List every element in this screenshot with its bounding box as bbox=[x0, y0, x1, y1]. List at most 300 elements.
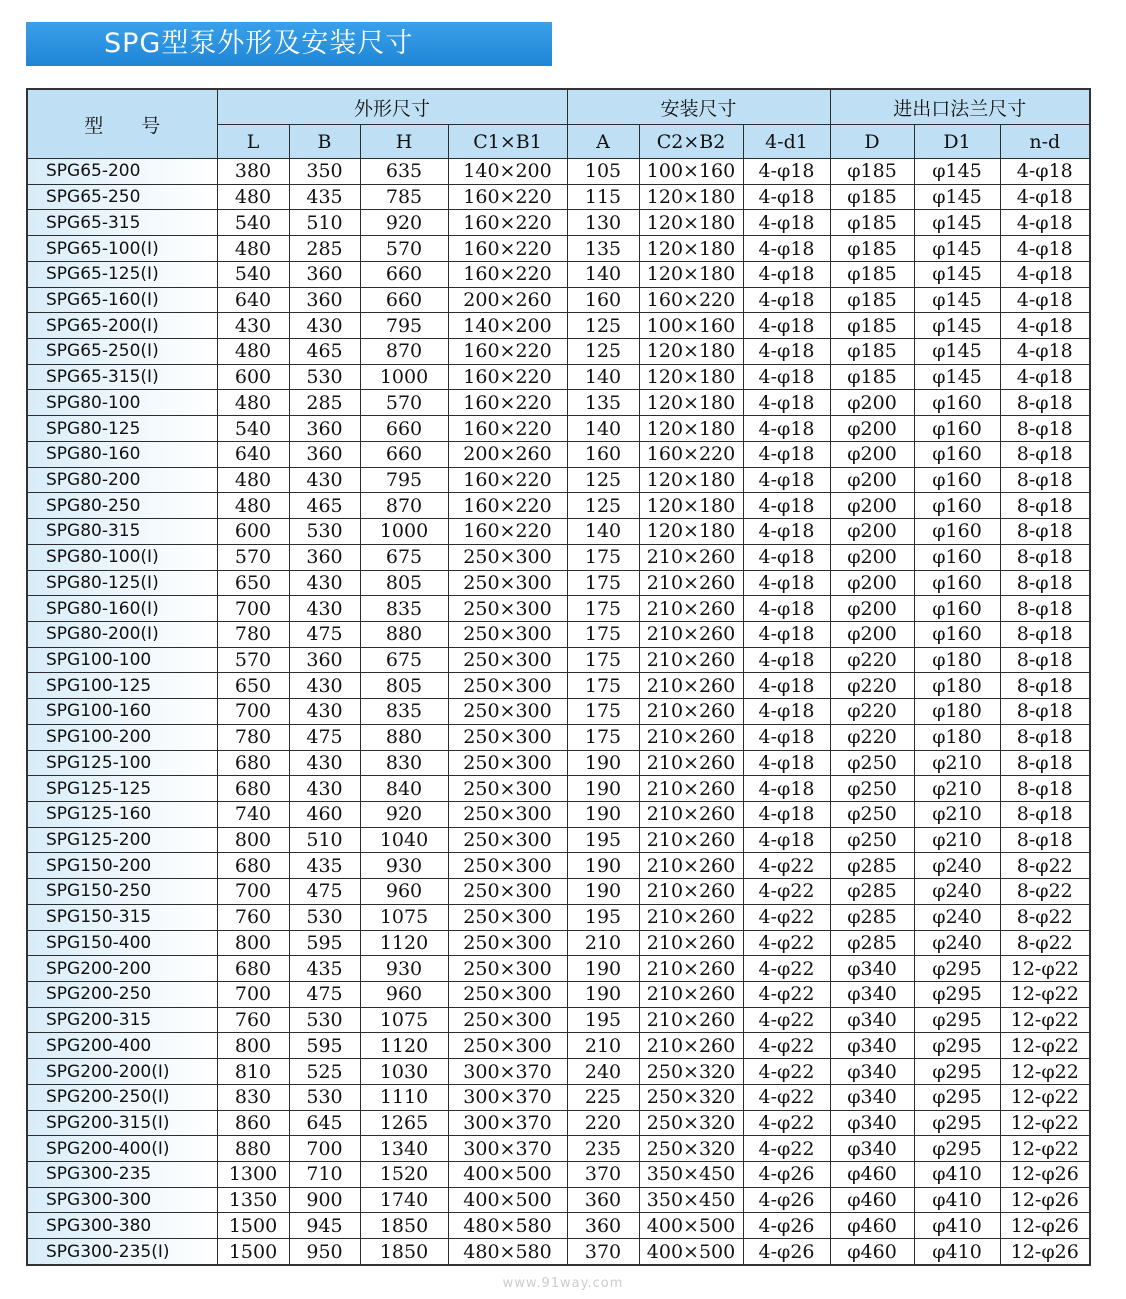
table-cell: φ210 bbox=[914, 827, 1000, 853]
table-cell: 160×220 bbox=[448, 184, 567, 210]
table-cell: 595 bbox=[289, 930, 360, 956]
table-cell: 160×220 bbox=[448, 261, 567, 287]
table-cell: 880 bbox=[360, 724, 448, 750]
table-cell: 360 bbox=[567, 1187, 639, 1213]
table-cell: φ200 bbox=[830, 416, 914, 442]
table-cell: 680 bbox=[217, 750, 289, 776]
table-cell: 650 bbox=[217, 673, 289, 699]
table-cell: 250×300 bbox=[448, 570, 567, 596]
table-cell: 1075 bbox=[360, 904, 448, 930]
table-cell: 12-φ22 bbox=[1000, 1084, 1090, 1110]
model-cell: SPG300-300 bbox=[27, 1187, 217, 1213]
table-cell: 465 bbox=[289, 339, 360, 365]
table-cell: φ180 bbox=[914, 724, 1000, 750]
table-cell: 430 bbox=[289, 699, 360, 725]
table-row bbox=[27, 493, 1090, 519]
table-cell: 250×300 bbox=[448, 1033, 567, 1059]
table-cell: 680 bbox=[217, 853, 289, 879]
table-row bbox=[27, 827, 1090, 853]
table-cell: φ145 bbox=[914, 159, 1000, 185]
table-cell: 160×220 bbox=[448, 519, 567, 545]
model-cell: SPG125-100 bbox=[27, 750, 217, 776]
table-cell: 4-φ26 bbox=[743, 1213, 830, 1239]
table-cell: 700 bbox=[217, 879, 289, 905]
table-row bbox=[27, 467, 1090, 493]
table-cell: 360 bbox=[289, 544, 360, 570]
table-cell: φ340 bbox=[830, 1136, 914, 1162]
table-row bbox=[27, 1059, 1090, 1085]
table-cell: φ220 bbox=[830, 724, 914, 750]
table-cell: 540 bbox=[217, 210, 289, 236]
table-cell: 930 bbox=[360, 853, 448, 879]
table-cell: 430 bbox=[289, 313, 360, 339]
table-cell: 4-φ18 bbox=[1000, 364, 1090, 390]
table-cell: 105 bbox=[567, 159, 639, 185]
table-cell: 120×180 bbox=[639, 210, 743, 236]
table-cell: 120×180 bbox=[639, 493, 743, 519]
table-cell: 700 bbox=[217, 596, 289, 622]
table-cell: 140×200 bbox=[448, 159, 567, 185]
table-cell: 640 bbox=[217, 441, 289, 467]
page-title: SPG型泵外形及安装尺寸 bbox=[26, 22, 552, 66]
table-cell: φ210 bbox=[914, 801, 1000, 827]
table-cell: 120×180 bbox=[639, 519, 743, 545]
table-cell: 400×500 bbox=[448, 1187, 567, 1213]
table-cell: φ295 bbox=[914, 1136, 1000, 1162]
table-cell: 210×260 bbox=[639, 1033, 743, 1059]
table-cell: φ340 bbox=[830, 1059, 914, 1085]
table-cell: 4-φ18 bbox=[1000, 313, 1090, 339]
table-cell: φ460 bbox=[830, 1213, 914, 1239]
table-row bbox=[27, 159, 1090, 185]
table-cell: 4-φ18 bbox=[743, 287, 830, 313]
model-cell: SPG80-250 bbox=[27, 493, 217, 519]
table-cell: 350×450 bbox=[639, 1162, 743, 1188]
table-cell: 4-φ18 bbox=[1000, 339, 1090, 365]
table-cell: 360 bbox=[289, 287, 360, 313]
table-row bbox=[27, 261, 1090, 287]
table-row bbox=[27, 390, 1090, 416]
table-cell: 160×220 bbox=[448, 339, 567, 365]
table-cell: 1120 bbox=[360, 930, 448, 956]
table-cell: 8-φ18 bbox=[1000, 467, 1090, 493]
table-cell: 1850 bbox=[360, 1213, 448, 1239]
table-row bbox=[27, 519, 1090, 545]
table-cell: 250×300 bbox=[448, 801, 567, 827]
table-cell: 900 bbox=[289, 1187, 360, 1213]
table-cell: 195 bbox=[567, 827, 639, 853]
table-cell: 435 bbox=[289, 184, 360, 210]
table-cell: 210 bbox=[567, 1033, 639, 1059]
column-header: n-d bbox=[1000, 125, 1090, 159]
model-cell: SPG80-200 bbox=[27, 467, 217, 493]
table-cell: 1340 bbox=[360, 1136, 448, 1162]
table-cell: 160 bbox=[567, 287, 639, 313]
table-cell: 480 bbox=[217, 236, 289, 262]
table-cell: 120×180 bbox=[639, 339, 743, 365]
table-cell: 8-φ18 bbox=[1000, 673, 1090, 699]
table-cell: 540 bbox=[217, 416, 289, 442]
table-cell: 8-φ18 bbox=[1000, 699, 1090, 725]
table-cell: φ410 bbox=[914, 1213, 1000, 1239]
table-cell: 175 bbox=[567, 570, 639, 596]
table-cell: 100×160 bbox=[639, 159, 743, 185]
table-cell: φ185 bbox=[830, 261, 914, 287]
table-cell: φ340 bbox=[830, 1110, 914, 1136]
table-cell: φ200 bbox=[830, 596, 914, 622]
table-cell: 4-φ18 bbox=[743, 441, 830, 467]
table-cell: 210×260 bbox=[639, 879, 743, 905]
table-cell: 4-φ18 bbox=[743, 159, 830, 185]
table-cell: φ185 bbox=[830, 313, 914, 339]
table-cell: 120×180 bbox=[639, 416, 743, 442]
table-cell: 830 bbox=[217, 1084, 289, 1110]
table-cell: 4-φ18 bbox=[1000, 184, 1090, 210]
table-cell: 12-φ22 bbox=[1000, 982, 1090, 1008]
table-cell: 360 bbox=[289, 647, 360, 673]
table-cell: φ145 bbox=[914, 313, 1000, 339]
table-cell: φ160 bbox=[914, 519, 1000, 545]
table-cell: φ295 bbox=[914, 982, 1000, 1008]
table-cell: 650 bbox=[217, 570, 289, 596]
model-cell: SPG200-315 bbox=[27, 1007, 217, 1033]
table-cell: 430 bbox=[289, 570, 360, 596]
table-cell: φ200 bbox=[830, 441, 914, 467]
table-cell: 700 bbox=[289, 1136, 360, 1162]
table-row bbox=[27, 1136, 1090, 1162]
table-cell: φ180 bbox=[914, 647, 1000, 673]
table-row bbox=[27, 801, 1090, 827]
table-cell: φ240 bbox=[914, 879, 1000, 905]
table-cell: 210×260 bbox=[639, 827, 743, 853]
table-cell: 120×180 bbox=[639, 261, 743, 287]
table-row bbox=[27, 364, 1090, 390]
table-cell: 4-φ22 bbox=[743, 1033, 830, 1059]
table-cell: 880 bbox=[217, 1136, 289, 1162]
table-cell: 100×160 bbox=[639, 313, 743, 339]
table-row bbox=[27, 647, 1090, 673]
table-cell: 370 bbox=[567, 1162, 639, 1188]
table-cell: 400×500 bbox=[639, 1213, 743, 1239]
table-cell: 530 bbox=[289, 519, 360, 545]
table-cell: 800 bbox=[217, 1033, 289, 1059]
flange-dimensions-header: 进出口法兰尺寸 bbox=[830, 89, 1090, 125]
table-cell: 795 bbox=[360, 313, 448, 339]
table-cell: 250×300 bbox=[448, 776, 567, 802]
table-cell: 120×180 bbox=[639, 390, 743, 416]
table-cell: 4-φ22 bbox=[743, 1059, 830, 1085]
table-cell: 250×300 bbox=[448, 699, 567, 725]
table-row bbox=[27, 1162, 1090, 1188]
table-cell: φ340 bbox=[830, 982, 914, 1008]
table-cell: φ295 bbox=[914, 1059, 1000, 1085]
table-cell: φ250 bbox=[830, 776, 914, 802]
table-cell: 675 bbox=[360, 647, 448, 673]
table-cell: 475 bbox=[289, 724, 360, 750]
table-cell: 350×450 bbox=[639, 1187, 743, 1213]
table-cell: 8-φ22 bbox=[1000, 879, 1090, 905]
table-cell: 800 bbox=[217, 930, 289, 956]
table-cell: 8-φ18 bbox=[1000, 441, 1090, 467]
column-header: D bbox=[830, 125, 914, 159]
table-cell: 135 bbox=[567, 236, 639, 262]
table-cell: φ160 bbox=[914, 621, 1000, 647]
table-row bbox=[27, 724, 1090, 750]
table-cell: φ145 bbox=[914, 364, 1000, 390]
table-cell: 1110 bbox=[360, 1084, 448, 1110]
table-cell: φ220 bbox=[830, 673, 914, 699]
model-header: 型 号 bbox=[27, 89, 217, 159]
model-cell: SPG65-315 bbox=[27, 210, 217, 236]
table-cell: φ160 bbox=[914, 596, 1000, 622]
table-cell: 805 bbox=[360, 673, 448, 699]
table-cell: 285 bbox=[289, 390, 360, 416]
table-cell: 4-φ22 bbox=[743, 1084, 830, 1110]
table-cell: 430 bbox=[289, 467, 360, 493]
table-cell: 4-φ18 bbox=[743, 339, 830, 365]
table-cell: 570 bbox=[360, 390, 448, 416]
table-cell: 360 bbox=[567, 1213, 639, 1239]
table-cell: 4-φ22 bbox=[743, 879, 830, 905]
table-cell: 400×500 bbox=[639, 1239, 743, 1265]
model-cell: SPG125-200 bbox=[27, 827, 217, 853]
table-cell: φ145 bbox=[914, 261, 1000, 287]
table-cell: 4-φ18 bbox=[743, 621, 830, 647]
table-cell: 4-φ18 bbox=[743, 673, 830, 699]
table-cell: 8-φ22 bbox=[1000, 930, 1090, 956]
table-cell: φ220 bbox=[830, 699, 914, 725]
table-cell: 140 bbox=[567, 416, 639, 442]
table-cell: φ240 bbox=[914, 904, 1000, 930]
table-cell: φ295 bbox=[914, 956, 1000, 982]
table-cell: 210×260 bbox=[639, 724, 743, 750]
table-cell: 430 bbox=[289, 673, 360, 699]
table-cell: 360 bbox=[289, 441, 360, 467]
table-cell: 250×300 bbox=[448, 621, 567, 647]
column-header: C1×B1 bbox=[448, 125, 567, 159]
table-cell: 120×180 bbox=[639, 236, 743, 262]
table-cell: 510 bbox=[289, 827, 360, 853]
table-cell: 210×260 bbox=[639, 596, 743, 622]
table-cell: 175 bbox=[567, 673, 639, 699]
table-cell: 300×370 bbox=[448, 1084, 567, 1110]
table-cell: 430 bbox=[289, 596, 360, 622]
table-cell: 12-φ22 bbox=[1000, 1007, 1090, 1033]
table-cell: 140 bbox=[567, 519, 639, 545]
table-cell: 240 bbox=[567, 1059, 639, 1085]
model-cell: SPG200-400 bbox=[27, 1033, 217, 1059]
table-cell: 4-φ18 bbox=[1000, 236, 1090, 262]
table-cell: 380 bbox=[217, 159, 289, 185]
table-cell: 225 bbox=[567, 1084, 639, 1110]
table-row bbox=[27, 699, 1090, 725]
table-cell: 4-φ22 bbox=[743, 904, 830, 930]
table-cell: 160×220 bbox=[448, 467, 567, 493]
table-cell: 1265 bbox=[360, 1110, 448, 1136]
table-cell: 4-φ22 bbox=[743, 1110, 830, 1136]
table-cell: 4-φ26 bbox=[743, 1187, 830, 1213]
table-cell: 210×260 bbox=[639, 982, 743, 1008]
model-cell: SPG150-400 bbox=[27, 930, 217, 956]
table-cell: 600 bbox=[217, 364, 289, 390]
table-row bbox=[27, 1110, 1090, 1136]
table-cell: φ185 bbox=[830, 159, 914, 185]
table-cell: 1850 bbox=[360, 1239, 448, 1265]
table-cell: φ285 bbox=[830, 930, 914, 956]
table-row bbox=[27, 339, 1090, 365]
table-row bbox=[27, 1007, 1090, 1033]
table-cell: 860 bbox=[217, 1110, 289, 1136]
model-cell: SPG65-315(I) bbox=[27, 364, 217, 390]
table-cell: φ200 bbox=[830, 621, 914, 647]
table-cell: 4-φ18 bbox=[743, 519, 830, 545]
table-cell: 930 bbox=[360, 956, 448, 982]
table-cell: 540 bbox=[217, 261, 289, 287]
table-cell: φ160 bbox=[914, 441, 1000, 467]
table-cell: 870 bbox=[360, 339, 448, 365]
model-cell: SPG80-160(I) bbox=[27, 596, 217, 622]
table-cell: 160×220 bbox=[448, 416, 567, 442]
table-cell: φ250 bbox=[830, 750, 914, 776]
table-cell: 125 bbox=[567, 339, 639, 365]
table-cell: 700 bbox=[217, 699, 289, 725]
table-cell: 795 bbox=[360, 467, 448, 493]
table-cell: 250×300 bbox=[448, 544, 567, 570]
table-row bbox=[27, 776, 1090, 802]
model-cell: SPG125-160 bbox=[27, 801, 217, 827]
table-cell: 190 bbox=[567, 879, 639, 905]
table-cell: φ200 bbox=[830, 390, 914, 416]
install-dimensions-header: 安装尺寸 bbox=[567, 89, 830, 125]
table-cell: 570 bbox=[360, 236, 448, 262]
table-cell: 4-φ18 bbox=[1000, 287, 1090, 313]
table-cell: 210×260 bbox=[639, 570, 743, 596]
model-cell: SPG80-315 bbox=[27, 519, 217, 545]
table-cell: φ145 bbox=[914, 210, 1000, 236]
outline-dimensions-header: 外形尺寸 bbox=[217, 89, 567, 125]
table-cell: 125 bbox=[567, 493, 639, 519]
model-cell: SPG80-100 bbox=[27, 390, 217, 416]
table-cell: 945 bbox=[289, 1213, 360, 1239]
table-cell: 8-φ18 bbox=[1000, 621, 1090, 647]
table-cell: 250×300 bbox=[448, 673, 567, 699]
table-cell: 210×260 bbox=[639, 673, 743, 699]
table-cell: 870 bbox=[360, 493, 448, 519]
table-cell: φ200 bbox=[830, 544, 914, 570]
table-cell: φ410 bbox=[914, 1239, 1000, 1265]
table-cell: 920 bbox=[360, 210, 448, 236]
table-cell: 645 bbox=[289, 1110, 360, 1136]
table-cell: 4-φ18 bbox=[743, 647, 830, 673]
table-cell: φ220 bbox=[830, 647, 914, 673]
table-row bbox=[27, 853, 1090, 879]
table-cell: 8-φ18 bbox=[1000, 570, 1090, 596]
table-cell: 160 bbox=[567, 441, 639, 467]
table-cell: 210×260 bbox=[639, 750, 743, 776]
model-cell: SPG80-160 bbox=[27, 441, 217, 467]
table-cell: φ200 bbox=[830, 493, 914, 519]
table-cell: 175 bbox=[567, 596, 639, 622]
table-row bbox=[27, 750, 1090, 776]
table-cell: 460 bbox=[289, 801, 360, 827]
table-row bbox=[27, 1239, 1090, 1265]
table-cell: φ210 bbox=[914, 750, 1000, 776]
table-cell: 840 bbox=[360, 776, 448, 802]
table-cell: 175 bbox=[567, 544, 639, 570]
table-cell: 210×260 bbox=[639, 853, 743, 879]
column-header: C2×B2 bbox=[639, 125, 743, 159]
table-cell: 1000 bbox=[360, 519, 448, 545]
table-cell: 8-φ18 bbox=[1000, 416, 1090, 442]
watermark: www.91way.com bbox=[502, 1276, 624, 1291]
table-cell: 210×260 bbox=[639, 647, 743, 673]
table-cell: φ240 bbox=[914, 853, 1000, 879]
table-cell: 300×370 bbox=[448, 1136, 567, 1162]
table-cell: 430 bbox=[217, 313, 289, 339]
table-cell: φ185 bbox=[830, 184, 914, 210]
table-cell: 660 bbox=[360, 441, 448, 467]
table-cell: 8-φ18 bbox=[1000, 776, 1090, 802]
table-cell: 160×220 bbox=[448, 390, 567, 416]
table-cell: 250×300 bbox=[448, 750, 567, 776]
table-cell: 830 bbox=[360, 750, 448, 776]
table-cell: φ340 bbox=[830, 1084, 914, 1110]
table-cell: 285 bbox=[289, 236, 360, 262]
table-cell: 4-φ22 bbox=[743, 853, 830, 879]
table-cell: 4-φ18 bbox=[743, 390, 830, 416]
table-cell: φ145 bbox=[914, 339, 1000, 365]
table-cell: 600 bbox=[217, 519, 289, 545]
table-cell: 195 bbox=[567, 904, 639, 930]
table-cell: 190 bbox=[567, 776, 639, 802]
model-cell: SPG100-200 bbox=[27, 724, 217, 750]
model-cell: SPG200-400(I) bbox=[27, 1136, 217, 1162]
table-cell: 190 bbox=[567, 801, 639, 827]
table-cell: 8-φ22 bbox=[1000, 853, 1090, 879]
table-cell: 160×220 bbox=[639, 441, 743, 467]
table-cell: 200×260 bbox=[448, 441, 567, 467]
table-cell: 700 bbox=[217, 982, 289, 1008]
table-cell: 250×300 bbox=[448, 827, 567, 853]
table-cell: 4-φ18 bbox=[743, 210, 830, 236]
table-row bbox=[27, 673, 1090, 699]
table-cell: 125 bbox=[567, 467, 639, 493]
table-cell: 4-φ18 bbox=[743, 261, 830, 287]
model-cell: SPG65-250(I) bbox=[27, 339, 217, 365]
table-cell: 250×300 bbox=[448, 596, 567, 622]
table-cell: 190 bbox=[567, 956, 639, 982]
table-cell: 250×300 bbox=[448, 724, 567, 750]
table-cell: 660 bbox=[360, 261, 448, 287]
table-cell: φ180 bbox=[914, 673, 1000, 699]
table-cell: 1500 bbox=[217, 1213, 289, 1239]
table-row bbox=[27, 1033, 1090, 1059]
model-cell: SPG80-100(I) bbox=[27, 544, 217, 570]
table-cell: φ160 bbox=[914, 493, 1000, 519]
table-cell: 4-φ18 bbox=[743, 596, 830, 622]
table-cell: 430 bbox=[289, 750, 360, 776]
table-cell: 920 bbox=[360, 801, 448, 827]
table-cell: φ285 bbox=[830, 904, 914, 930]
table-cell: 480 bbox=[217, 184, 289, 210]
table-cell: φ460 bbox=[830, 1162, 914, 1188]
table-cell: 140 bbox=[567, 261, 639, 287]
column-header: A bbox=[567, 125, 639, 159]
table-cell: 4-φ18 bbox=[1000, 159, 1090, 185]
model-cell: SPG80-125(I) bbox=[27, 570, 217, 596]
table-cell: 4-φ18 bbox=[743, 699, 830, 725]
table-cell: 250×300 bbox=[448, 904, 567, 930]
